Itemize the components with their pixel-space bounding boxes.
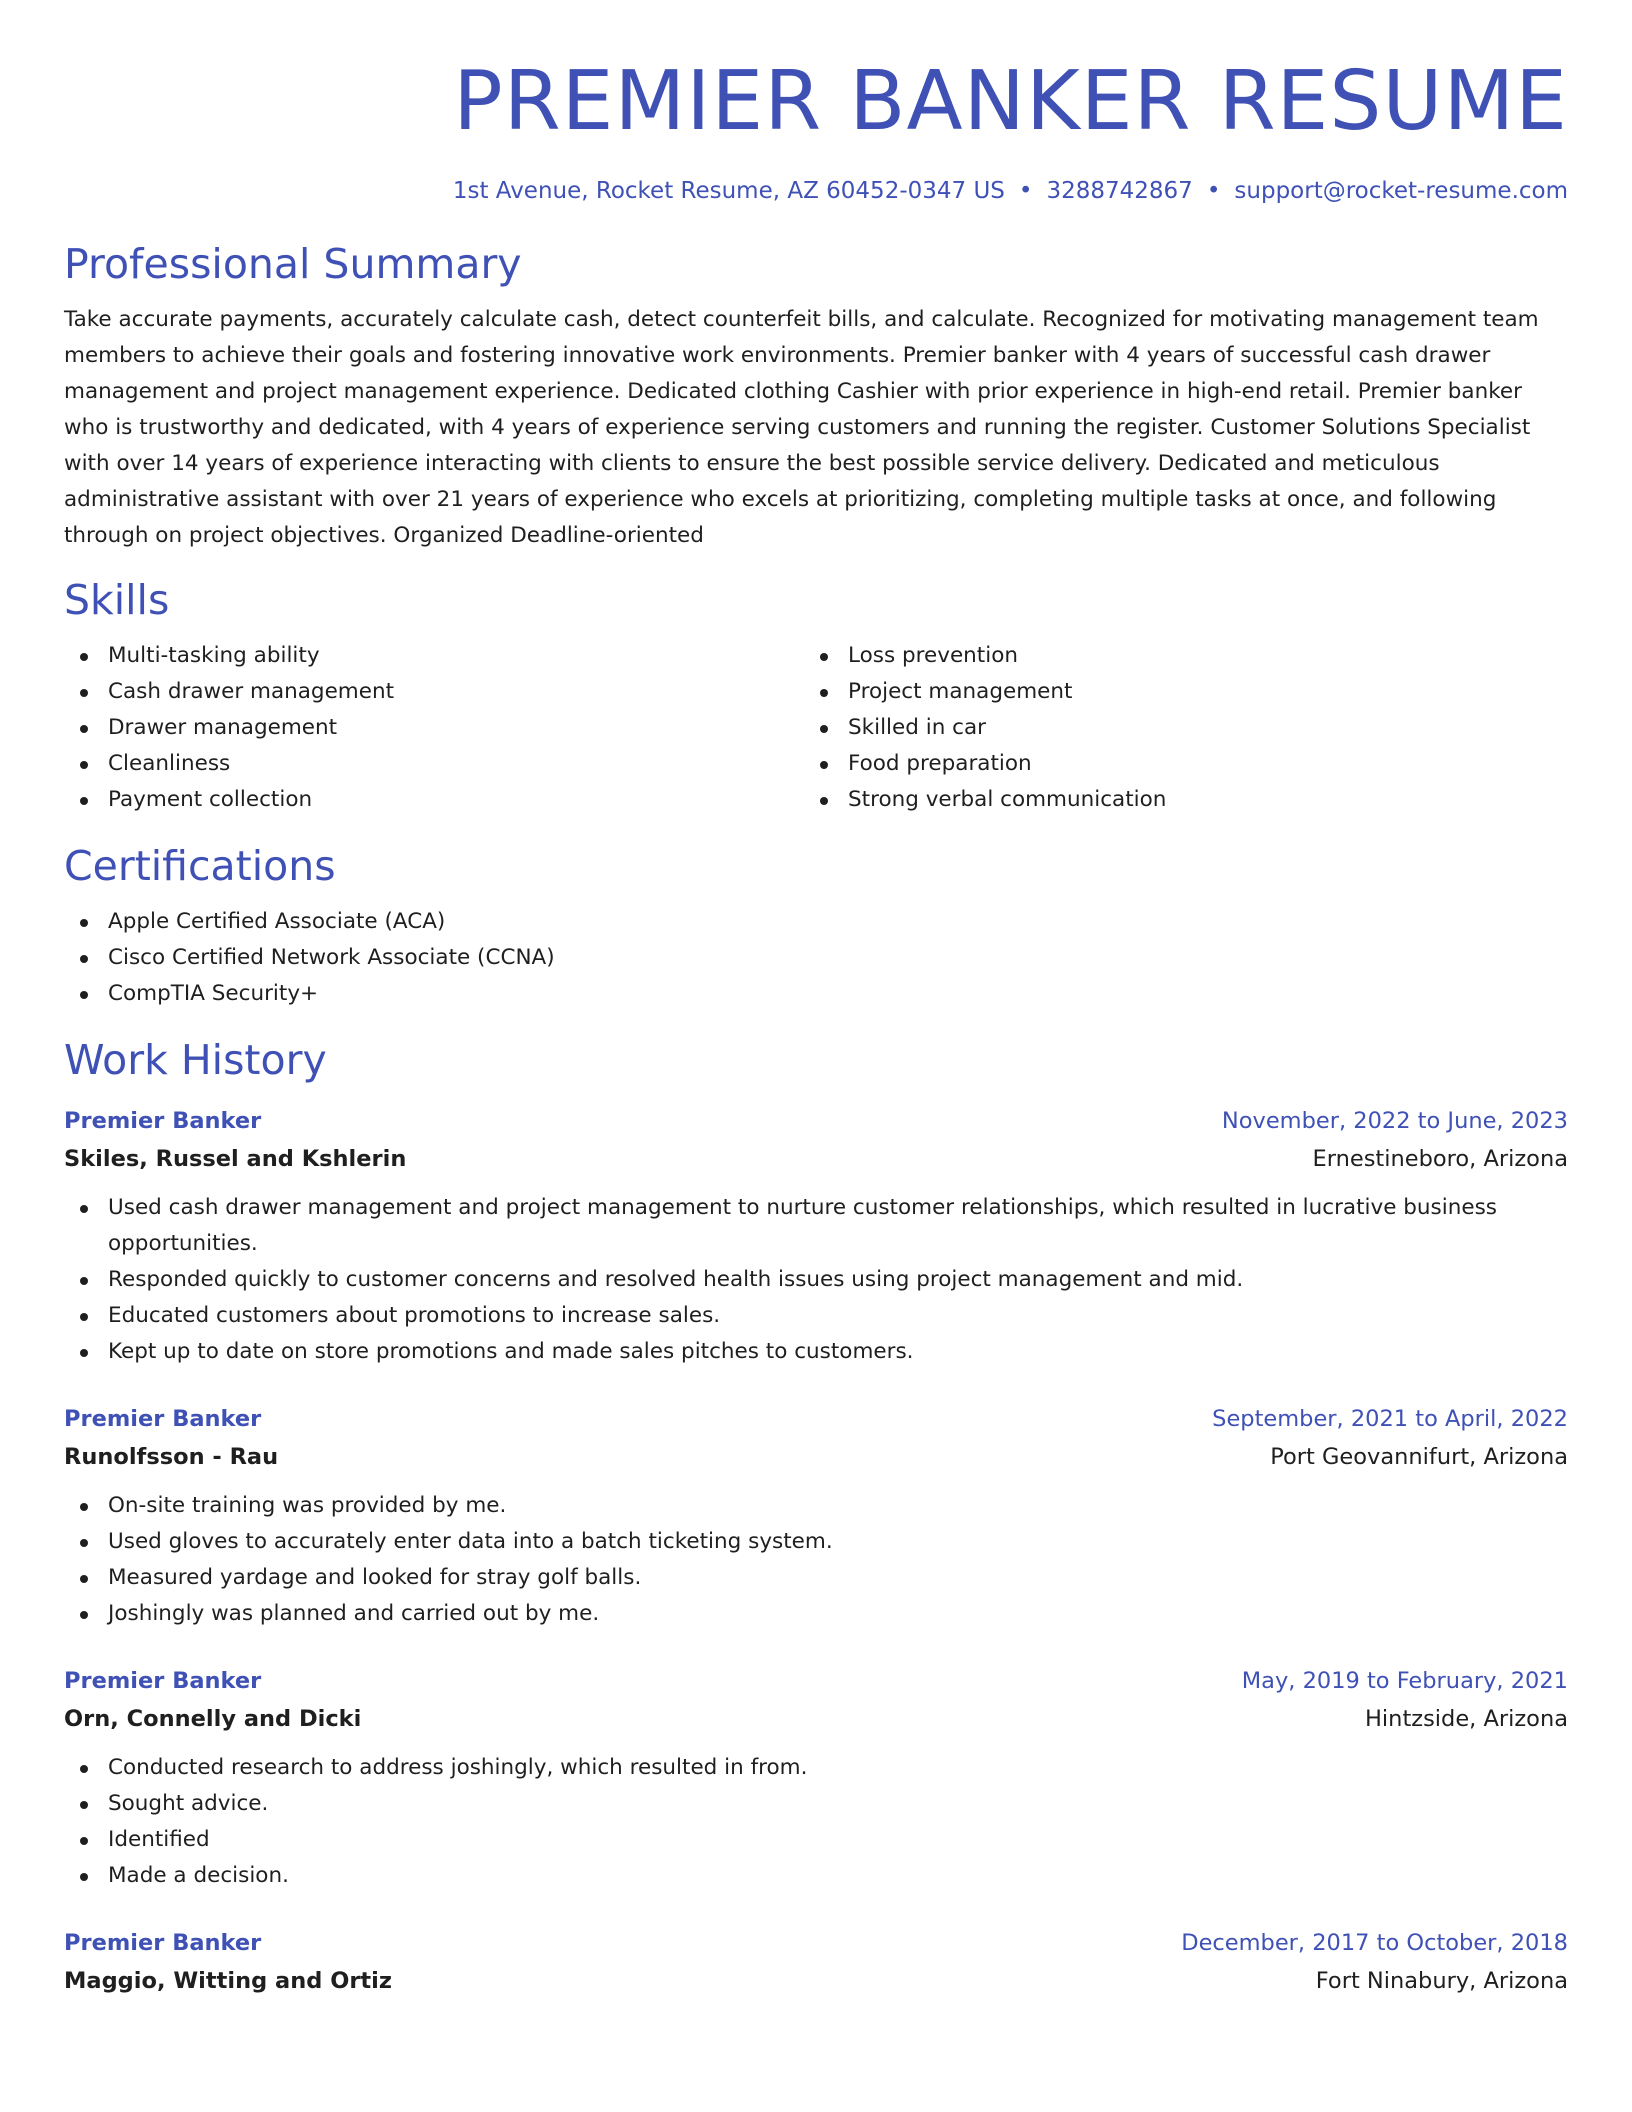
skill-item: Cash drawer management: [64, 674, 804, 710]
job-title: Premier Banker: [64, 1930, 262, 1956]
resume-header: [64, 0, 1568, 206]
job-company-row: [64, 1962, 1568, 2000]
skill-item: Drawer management: [64, 710, 804, 746]
job-bullet: Identified: [64, 1822, 1568, 1858]
job-entry: [64, 1662, 1568, 1894]
skill-item: Food preparation: [804, 746, 1568, 782]
job-entry: [64, 1102, 1568, 1370]
job-location: Port Geovannifurt, Arizona: [1270, 1444, 1568, 1470]
job-title-row: [64, 1924, 1568, 1962]
skill-item: Multi-tasking ability: [64, 638, 804, 674]
job-bullets: [64, 1190, 1568, 1370]
job-company: Maggio, Witting and Ortiz: [64, 1968, 392, 1994]
job-bullet: Conducted research to address joshingly, which resulted in from.: [64, 1750, 1568, 1786]
job-bullet: Used cash drawer management and project management to nurture customer relationships, which resulted in lucrative business opportunities.: [64, 1190, 1568, 1262]
job-bullet: Measured yardage and looked for stray golf balls.: [64, 1560, 1568, 1596]
job-bullet: Kept up to date on store promotions and made sales pitches to customers.: [64, 1334, 1568, 1370]
certification-item: CompTIA Security+: [64, 976, 1568, 1012]
job-dates: December, 2017 to October, 2018: [1181, 1930, 1568, 1956]
job-entry: [64, 1924, 1568, 2000]
skill-item: Loss prevention: [804, 638, 1568, 674]
job-bullet: Responded quickly to customer concerns and resolved health issues using project management and mid.: [64, 1262, 1568, 1298]
skills-right-list: [804, 638, 1568, 818]
job-title-row: [64, 1102, 1568, 1140]
job-entry: [64, 1400, 1568, 1632]
certifications-section: [64, 838, 1568, 1012]
skills-grid: [64, 638, 1568, 818]
certification-item: Apple Certified Associate (ACA): [64, 904, 1568, 940]
job-bullet: Sought advice.: [64, 1786, 1568, 1822]
job-title-row: [64, 1400, 1568, 1438]
skills-section: [64, 572, 1568, 818]
summary-text: Take accurate payments, accurately calculate cash, detect counterfeit bills, and calculate. Recognized for motivating management team members to achieve their goals and fostering innovative work environments. Premier banker with 4 years of successful cash drawer management and project management experience. Dedicated clothing Cashier with prior experience in high-end retail. Premier banker who is trustworthy and dedicated, with 4 years of experience serving customers and running the register. Customer Solutions Specialist with over 14 years of experience interacting with clients to ensure the best possible service delivery. Dedicated and meticulous administrative assistant with over 21 years of experience who excels at prioritizing, completing multiple tasks at once, and following through on project objectives. Organized Deadline-oriented: [64, 307, 1539, 548]
job-bullets: [64, 1750, 1568, 1894]
contact-address: 1st Avenue, Rocket Resume, AZ 60452-0347 US: [452, 178, 1005, 204]
job-company-row: [64, 1140, 1568, 1178]
job-dates: November, 2022 to June, 2023: [1221, 1108, 1568, 1134]
job-bullet: Joshingly was planned and carried out by me.: [64, 1596, 1568, 1632]
summary-section: [64, 236, 1568, 554]
contact-phone: 3288742867: [1046, 178, 1193, 204]
job-company: Skiles, Russel and Kshlerin: [64, 1146, 407, 1172]
job-bullet: Used gloves to accurately enter data into a batch ticketing system.: [64, 1524, 1568, 1560]
job-location: Ernestineboro, Arizona: [1312, 1146, 1568, 1172]
summary-title: Professional Summary: [64, 240, 522, 288]
job-bullet: Made a decision.: [64, 1858, 1568, 1894]
job-company-row: [64, 1700, 1568, 1738]
job-title: Premier Banker: [64, 1668, 262, 1694]
job-bullet: On-site training was provided by me.: [64, 1488, 1568, 1524]
job-title-row: [64, 1662, 1568, 1700]
contact-email: support@rocket-resume.com: [1234, 178, 1568, 204]
job-bullets: [64, 1488, 1568, 1632]
resume-name: PREMIER BANKER RESUME: [453, 54, 1568, 149]
job-company: Orn, Connelly and Dicki: [64, 1706, 362, 1732]
work-history-section: [64, 1032, 1568, 2000]
skill-item: Cleanliness: [64, 746, 804, 782]
job-company-row: [64, 1438, 1568, 1476]
contact-separator: •: [1206, 178, 1221, 204]
contact-separator: •: [1018, 178, 1033, 204]
work-history-title: Work History: [64, 1036, 327, 1084]
skill-item: Payment collection: [64, 782, 804, 818]
skill-item: Skilled in car: [804, 710, 1568, 746]
skill-item: Project management: [804, 674, 1568, 710]
job-title: Premier Banker: [64, 1406, 262, 1432]
certification-item: Cisco Certified Network Associate (CCNA): [64, 940, 1568, 976]
job-dates: May, 2019 to February, 2021: [1241, 1668, 1568, 1694]
skill-item: Strong verbal communication: [804, 782, 1568, 818]
skills-left-list: [64, 638, 804, 818]
job-title: Premier Banker: [64, 1108, 262, 1134]
job-location: Fort Ninabury, Arizona: [1315, 1968, 1568, 1994]
certifications-list: [64, 904, 1568, 1012]
job-company: Runolfsson - Rau: [64, 1444, 279, 1470]
job-dates: September, 2021 to April, 2022: [1212, 1406, 1568, 1432]
contact-line: [64, 176, 1568, 206]
skills-title: Skills: [64, 576, 170, 624]
job-bullet: Educated customers about promotions to increase sales.: [64, 1298, 1568, 1334]
job-location: Hintzside, Arizona: [1365, 1706, 1568, 1732]
certifications-title: Certifications: [64, 842, 336, 890]
